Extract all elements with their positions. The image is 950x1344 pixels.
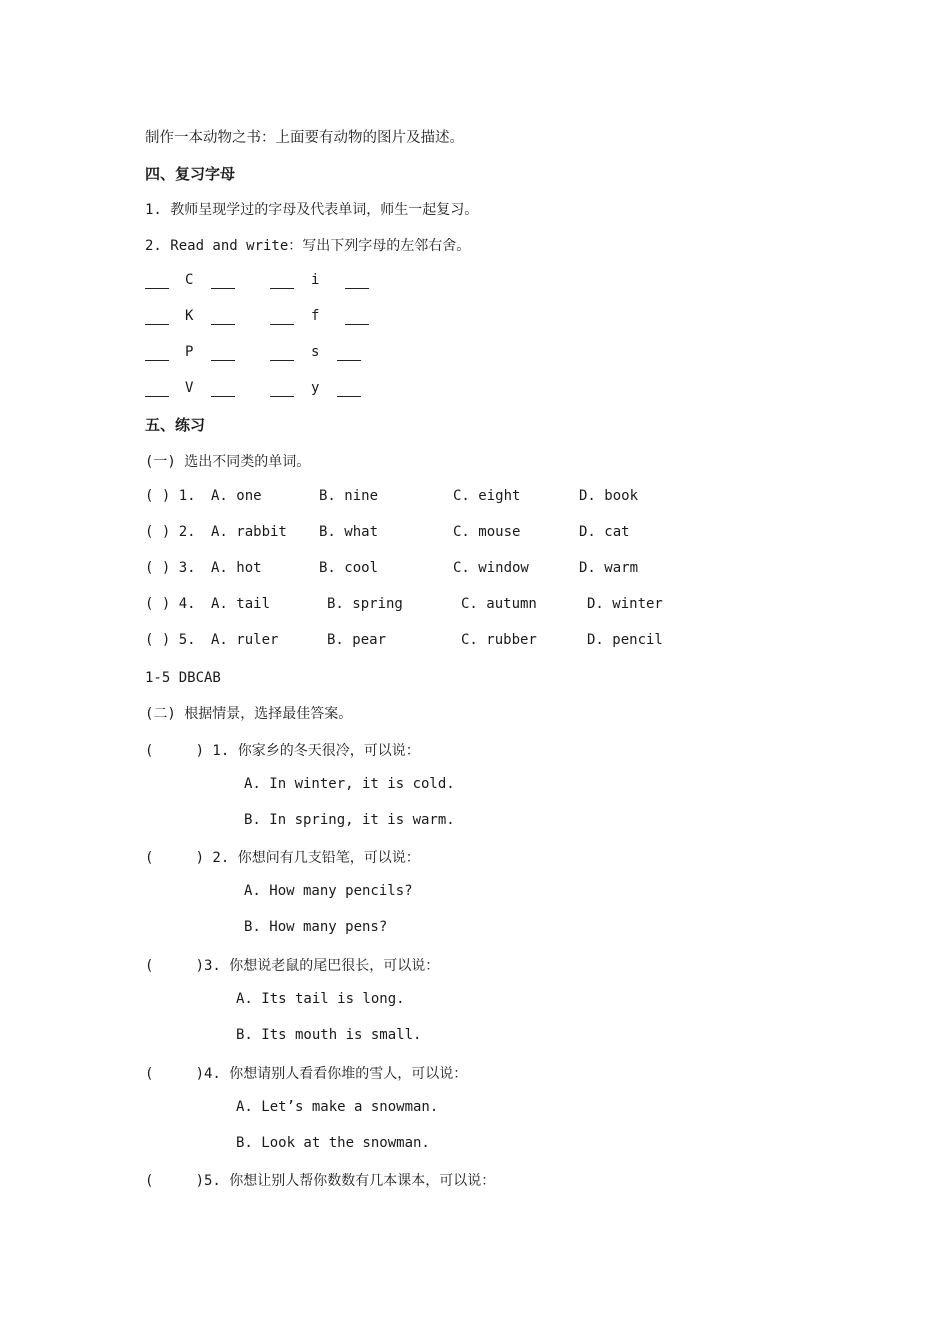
letter: i bbox=[311, 272, 320, 288]
intro-line: 制作一本动物之书：上面要有动物的图片及描述。 bbox=[145, 130, 464, 146]
option-c: C. rubber bbox=[461, 632, 537, 648]
option-d: D. book bbox=[579, 488, 639, 504]
situation-question: ( )3. 你想说老鼠的尾巴很长，可以说： bbox=[145, 958, 440, 974]
answer-key: 1-5 DBCAB bbox=[145, 670, 221, 686]
blank-line[interactable] bbox=[145, 346, 169, 365]
option-a: A. tail bbox=[211, 596, 271, 612]
option-a: A. one bbox=[211, 488, 262, 504]
blank-line[interactable] bbox=[211, 346, 235, 365]
option-b: B. what bbox=[319, 524, 379, 540]
blank-line[interactable] bbox=[270, 382, 294, 401]
option-d: D. pencil bbox=[587, 632, 663, 648]
situation-question: ( ) 1. 你家乡的冬天很冷，可以说： bbox=[145, 743, 420, 759]
option-d: D. winter bbox=[587, 596, 663, 612]
option-c: C. autumn bbox=[461, 596, 537, 612]
situation-option-a: A. How many pencils? bbox=[244, 883, 413, 899]
blank-line[interactable] bbox=[145, 382, 169, 401]
blank-line[interactable] bbox=[211, 382, 235, 401]
situation-option-a: A. Let’s make a snowman. bbox=[236, 1099, 439, 1115]
letter: K bbox=[185, 308, 194, 324]
blank-line[interactable] bbox=[345, 274, 369, 293]
part2-title: (二) 根据情景，选择最佳答案。 bbox=[145, 706, 353, 722]
blank-line[interactable] bbox=[270, 346, 294, 365]
blank-line[interactable] bbox=[337, 382, 361, 401]
letter: s bbox=[311, 344, 320, 360]
blank-line[interactable] bbox=[270, 274, 294, 293]
section5-heading: 五、练习 bbox=[145, 416, 206, 434]
situation-option-a: A. Its tail is long. bbox=[236, 991, 405, 1007]
situation-question: ( )5. 你想让别人帮你数数有几本课本，可以说： bbox=[145, 1173, 496, 1189]
option-b: B. pear bbox=[327, 632, 387, 648]
section4-item2: 2. Read and write：写出下列字母的左邻右舍。 bbox=[145, 238, 471, 254]
option-c: C. window bbox=[453, 560, 529, 576]
letter: C bbox=[185, 272, 194, 288]
letter: f bbox=[311, 308, 320, 324]
mcq-prefix: ( ) 5. bbox=[145, 632, 196, 648]
situation-option-b: B. In spring, it is warm. bbox=[244, 812, 455, 828]
blank-line[interactable] bbox=[270, 310, 294, 329]
option-c: C. mouse bbox=[453, 524, 521, 540]
blank-line[interactable] bbox=[211, 310, 235, 329]
blank-line[interactable] bbox=[145, 310, 169, 329]
blank-line[interactable] bbox=[345, 310, 369, 329]
situation-option-b: B. How many pens? bbox=[244, 919, 388, 935]
situation-option-b: B. Look at the snowman. bbox=[236, 1135, 430, 1151]
option-d: D. warm bbox=[579, 560, 639, 576]
option-b: B. nine bbox=[319, 488, 379, 504]
mcq-prefix: ( ) 1. bbox=[145, 488, 196, 504]
mcq-prefix: ( ) 4. bbox=[145, 596, 196, 612]
option-a: A. ruler bbox=[211, 632, 279, 648]
option-d: D. cat bbox=[579, 524, 630, 540]
option-b: B. cool bbox=[319, 560, 379, 576]
letter: V bbox=[185, 380, 194, 396]
situation-question: ( )4. 你想请别人看看你堆的雪人，可以说： bbox=[145, 1066, 468, 1082]
blank-line[interactable] bbox=[145, 274, 169, 293]
blank-line[interactable] bbox=[337, 346, 361, 365]
section4-item1: 1. 教师呈现学过的字母及代表单词，师生一起复习。 bbox=[145, 202, 479, 218]
mcq-prefix: ( ) 3. bbox=[145, 560, 196, 576]
situation-question: ( ) 2. 你想问有几支铅笔，可以说： bbox=[145, 850, 420, 866]
section4-heading: 四、复习字母 bbox=[145, 165, 236, 183]
option-a: A. rabbit bbox=[211, 524, 287, 540]
mcq-prefix: ( ) 2. bbox=[145, 524, 196, 540]
blank-line[interactable] bbox=[211, 274, 235, 293]
situation-option-b: B. Its mouth is small. bbox=[236, 1027, 422, 1043]
option-a: A. hot bbox=[211, 560, 262, 576]
option-c: C. eight bbox=[453, 488, 521, 504]
situation-option-a: A. In winter, it is cold. bbox=[244, 776, 455, 792]
letter: y bbox=[311, 380, 320, 396]
part1-title: (一) 选出不同类的单词。 bbox=[145, 454, 311, 470]
option-b: B. spring bbox=[327, 596, 403, 612]
letter: P bbox=[185, 344, 194, 360]
